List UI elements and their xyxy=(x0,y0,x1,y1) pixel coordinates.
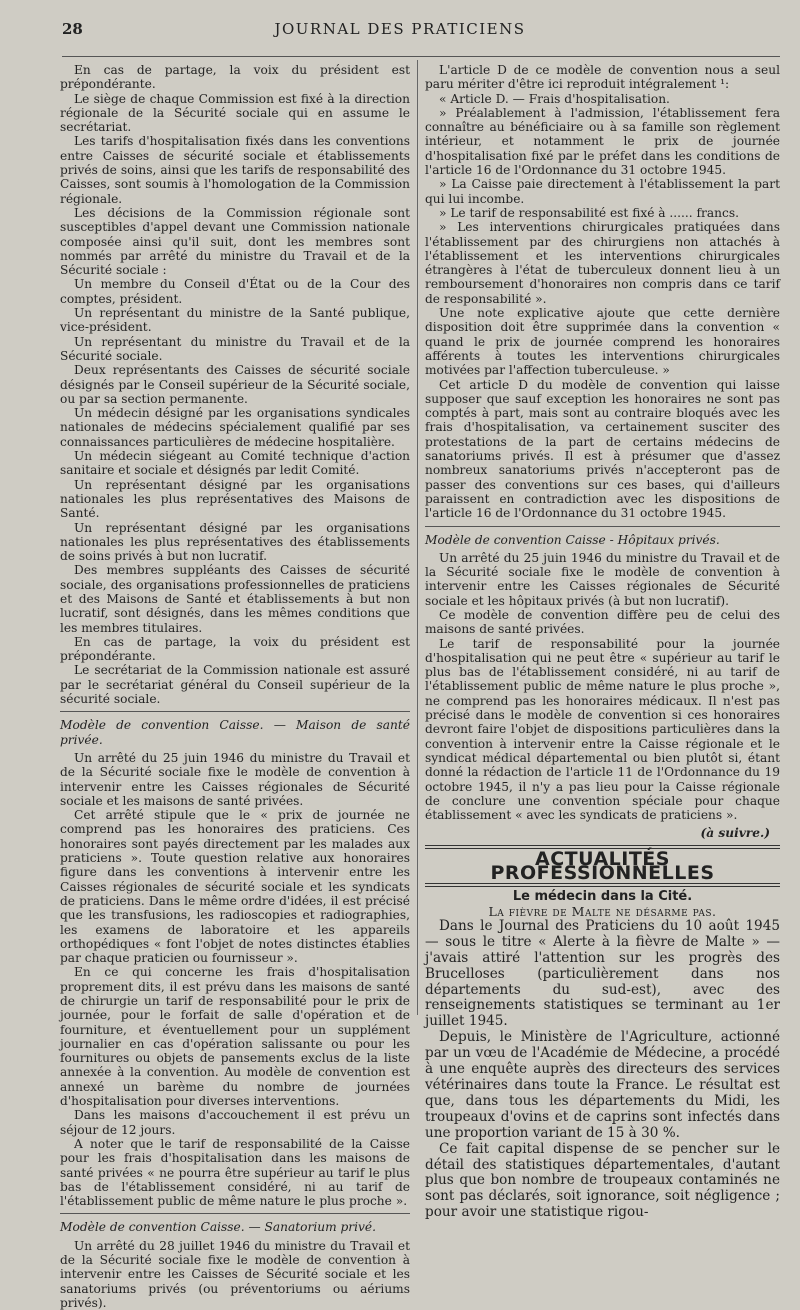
paragraph: Le siège de chaque Commission est fixé à la direction régionale de la Sécurité sociale qui en assume le secrétariat. xyxy=(60,91,410,135)
paragraph: Ce fait capital dispense de se pencher sur le détail des statistiques départementales, d'autant plus que bon nombre de troupeaux contaminés ne sont pas déclarés, soit ignorance, soit négligence ; pour avoir une statistique rigou- xyxy=(425,1140,780,1221)
section-heading-sanatorium: Modèle de convention Caisse. — Sanatorium privé. xyxy=(60,1220,377,1235)
commission-paragraphs xyxy=(60,63,410,706)
paragraph: « Article D. — Frais d'hospitalisation. xyxy=(439,91,670,106)
section-heading-maison-sante: Modèle de convention Caisse. — Maison de santé privée. xyxy=(60,718,410,747)
column-divider xyxy=(417,60,418,1015)
paragraph: Une note explicative ajoute que cette dernière disposition doit être supprimée dans la convention « quand le prix de journée comprend les honoraires afférents à toutes les interventions chirurgicales motivées par l'affection tuberculeuse. » xyxy=(425,306,780,378)
paragraph: L'article D de ce modèle de convention nous a seul paru mériter d'être ici reproduit intégralement ¹: xyxy=(425,63,780,92)
right-column xyxy=(425,63,780,1221)
subsection-title: Le médecin dans la Cité. xyxy=(512,889,693,905)
paragraph: Un arrêté du 25 juin 1946 du ministre du Travail et de la Sécurité sociale fixe le modèle de convention à intervenir entre les Caisses régionales de Sécurité sociale et les hôpitaux privés (à but non lucratif). xyxy=(425,550,780,608)
section-rule xyxy=(425,526,780,527)
paragraph: Un représentant du ministre du Travail et de la Sécurité sociale. xyxy=(60,334,410,363)
paragraph: » Préalablement à l'admission, l'établissement fera connaître au bénéficiaire ou à sa famille son règlement intérieur, et notamment le prix de journée d'hospitalisation fixé par le préfet dans les conditions de l'article 16 de l'Ordonnance du 31 octobre 1945. xyxy=(425,105,780,178)
page-header xyxy=(0,18,800,40)
paragraph: Cet arrêté stipule que le « prix de journée ne comprend pas les honoraires des praticiens. Ces honoraires sont payés directement par les malades aux praticiens ». Toute question relative aux honoraires figure dans les conventions à intervenir entre les Caisses régionales de sécurité sociale et les syndicats de praticiens. Dans le même ordre d'idées, il est précisé que les transfusions, les radioscopies et radiographies, les examens de laboratoire et les appareils orthopédiques « font l'objet de notes distinctes établies par chaque praticien ou fournisseur ». xyxy=(60,808,410,966)
page-number: 28 xyxy=(62,20,83,38)
paragraph: Un arrêté du 28 juillet 1946 du ministre du Travail et de la Sécurité sociale fixe le modèle de convention à intervenir entre les Caisses de Sécurité sociale et les sanatoriums privés (ou préventoriums ou aériums privés). xyxy=(60,1238,410,1310)
header-rule xyxy=(62,56,780,57)
paragraph: Un médecin désigné par les organisations syndicales nationales de médecins spécialement qualifié par ses connaissances particulières de médecine hospitalière. xyxy=(60,406,410,449)
paragraph: Dans le Journal des Praticiens du 10 août 1945 — sous le titre « Alerte à la fièvre de Malte » — j'avais attiré l'attention sur les progrès des Brucelloses (particulièrement dans nos départements du sud-est), avec des renseignements statistiques se terminant au 1er juillet 1945. xyxy=(425,917,780,1030)
paragraph: Deux représentants des Caisses de sécurité sociale désignés par le Conseil supérieur de la Sécurité sociale, ou par sa section permanente. xyxy=(60,363,410,406)
journal-title: JOURNAL DES PRATICIENS xyxy=(274,20,526,38)
paragraph: » La Caisse paie directement à l'établissement la part qui lui incombe. xyxy=(425,177,780,206)
paragraph: A noter que le tarif de responsabilité de la Caisse pour les frais d'hospitalisation dans les maisons de santé privées « ne pourra être supérieur au tarif le plus bas de l'établissement considéré, ni au tarif de l'établissement public de même nature le plus proche ». xyxy=(60,1136,410,1209)
section-rule xyxy=(60,711,410,712)
section-heading-hopitaux: Modèle de convention Caisse - Hôpitaux privés. xyxy=(425,532,720,547)
article-body xyxy=(425,919,780,1221)
paragraph: Dans les maisons d'accouchement il est prévu un séjour de 12 jours. xyxy=(60,1108,410,1137)
paragraph: Le tarif de responsabilité pour la journée d'hospitalisation qui ne peut être « supérieur au tarif le plus bas de l'établissement considéré, ni au tarif de l'établissement public de même nature le plus proche », ne comprend pas les honoraires médicaux. Il n'est pas précisé dans le modèle de convention si ces honoraires devront faire l'objet de dispositions particulières dans la convention à intervenir entre la Caisse régionale et le syndicat médical départemental ou bien plutôt si, étant donné la rédaction de l'article 11 de l'Ordonnance du 19 octobre 1945, il n'y a pas lieu pour la Caisse régionale de conclure une convention spéciale pour chaque établissement « avec les syndicats de praticiens ». xyxy=(425,636,780,823)
paragraph: » Les interventions chirurgicales pratiquées dans l'établissement par des chirurgiens non attachés à l'établissement et les interventions chirurgicales étrangères à l'état de tuberculeux donnent lieu à un remboursement d'honoraires non compris dans ce tarif de responsabilité ». xyxy=(425,220,780,306)
paragraph: En ce qui concerne les frais d'hospitalisation proprement dits, il est prévu dans les maisons de santé de chirurgie un tarif de responsabilité pour le prix de journée, pour le forfait de salle d'opération et de fourniture, et éventuellement pour un supplément journalier en cas d'opération salissante ou pour les fournitures ou objets de pansements exclus de la liste annexée à la convention. Au modèle de convention est annexé un barème du nombre de journées d'hospitalisation pour diverses interventions. xyxy=(60,965,410,1109)
paragraph: Le secrétariat de la Commission nationale est assuré par le secrétariat général du Conseil supérieur de la sécurité sociale. xyxy=(60,663,410,707)
article-title: La fièvre de Malte ne désarme pas. xyxy=(488,903,717,919)
paragraph: Depuis, le Ministère de l'Agriculture, actionné par un vœu de l'Académie de Médecine, a procédé à une enquête auprès des directeurs des services vétérinaires dans toute la France. Le résultat est que, dans tous les départements du Midi, les troupeaux d'ovins et de caprins sont infectés dans une proportion variant de 15 à 30 %. xyxy=(425,1029,780,1141)
paragraph: » Le tarif de responsabilité est fixé à ...... francs. xyxy=(439,205,739,220)
to-be-continued: (à suivre.) xyxy=(700,826,770,841)
paragraph: Les tarifs d'hospitalisation fixés dans les conventions entre Caisses de sécurité sociale et établissements privés de soins, ainsi que les tarifs de responsabilité des Caisses, sont soumis à l'homologation de la Commission régionale. xyxy=(60,134,410,206)
section-rule xyxy=(60,1213,410,1214)
paragraph: Un représentant du ministre de la Santé publique, vice-président. xyxy=(60,306,410,335)
section-title: ACTUALITÉS PROFESSIONNELLES xyxy=(490,847,715,885)
paragraph: Des membres suppléants des Caisses de sécurité sociale, des organisations professionnelles de praticiens et des Maisons de Santé et établissements à but non lucratif, sont désignés, dans les mêmes conditions que les membres titulaires. xyxy=(60,563,410,635)
paragraph: Un médecin siégeant au Comité technique d'action sanitaire et sociale et désignés par ledit Comité. xyxy=(60,449,410,478)
left-column xyxy=(60,63,410,1310)
paragraph: En cas de partage, la voix du président est prépondérante. xyxy=(60,63,410,92)
paragraph: Cet article D du modèle de convention qui laisse supposer que sauf exception les honoraires ne sont pas comptés à part, mais sont au contraire bloqués avec les frais d'hospitalisation, va certainement susciter des protestations de la part de certains médecins de sanatoriums privés. Il est à présumer que d'assez nombreux sanatoriums privés n'accepteront pas de passer des conventions sur ces bases, qui d'ailleurs paraissent en contradiction avec les dispositions de l'article 16 de l'Ordonnance du 31 octobre 1945. xyxy=(425,377,780,521)
paragraph: En cas de partage, la voix du président est prépondérante. xyxy=(60,634,410,664)
paragraph: Les décisions de la Commission régionale sont susceptibles d'appel devant une Commission nationale composée ainsi qu'il suit, dont les membres sont nommés par arrêté du ministre du Travail et de la Sécurité sociale : xyxy=(60,205,410,278)
paragraph: Un représentant désigné par les organisations nationales les plus représentatives des Maisons de Santé. xyxy=(60,477,410,521)
paragraph: Un représentant désigné par les organisations nationales les plus représentatives des établissements de soins privés à but non lucratif. xyxy=(60,520,410,564)
paragraph: Un membre du Conseil d'État ou de la Cour des comptes, président. xyxy=(60,277,410,306)
paragraph: Un arrêté du 25 juin 1946 du ministre du Travail et de la Sécurité sociale fixe le modèle de convention à intervenir entre les Caisses régionales de Sécurité sociale et les maisons de santé privées. xyxy=(60,750,410,808)
paragraph: Ce modèle de convention diffère peu de celui des maisons de santé privées. xyxy=(425,607,780,637)
